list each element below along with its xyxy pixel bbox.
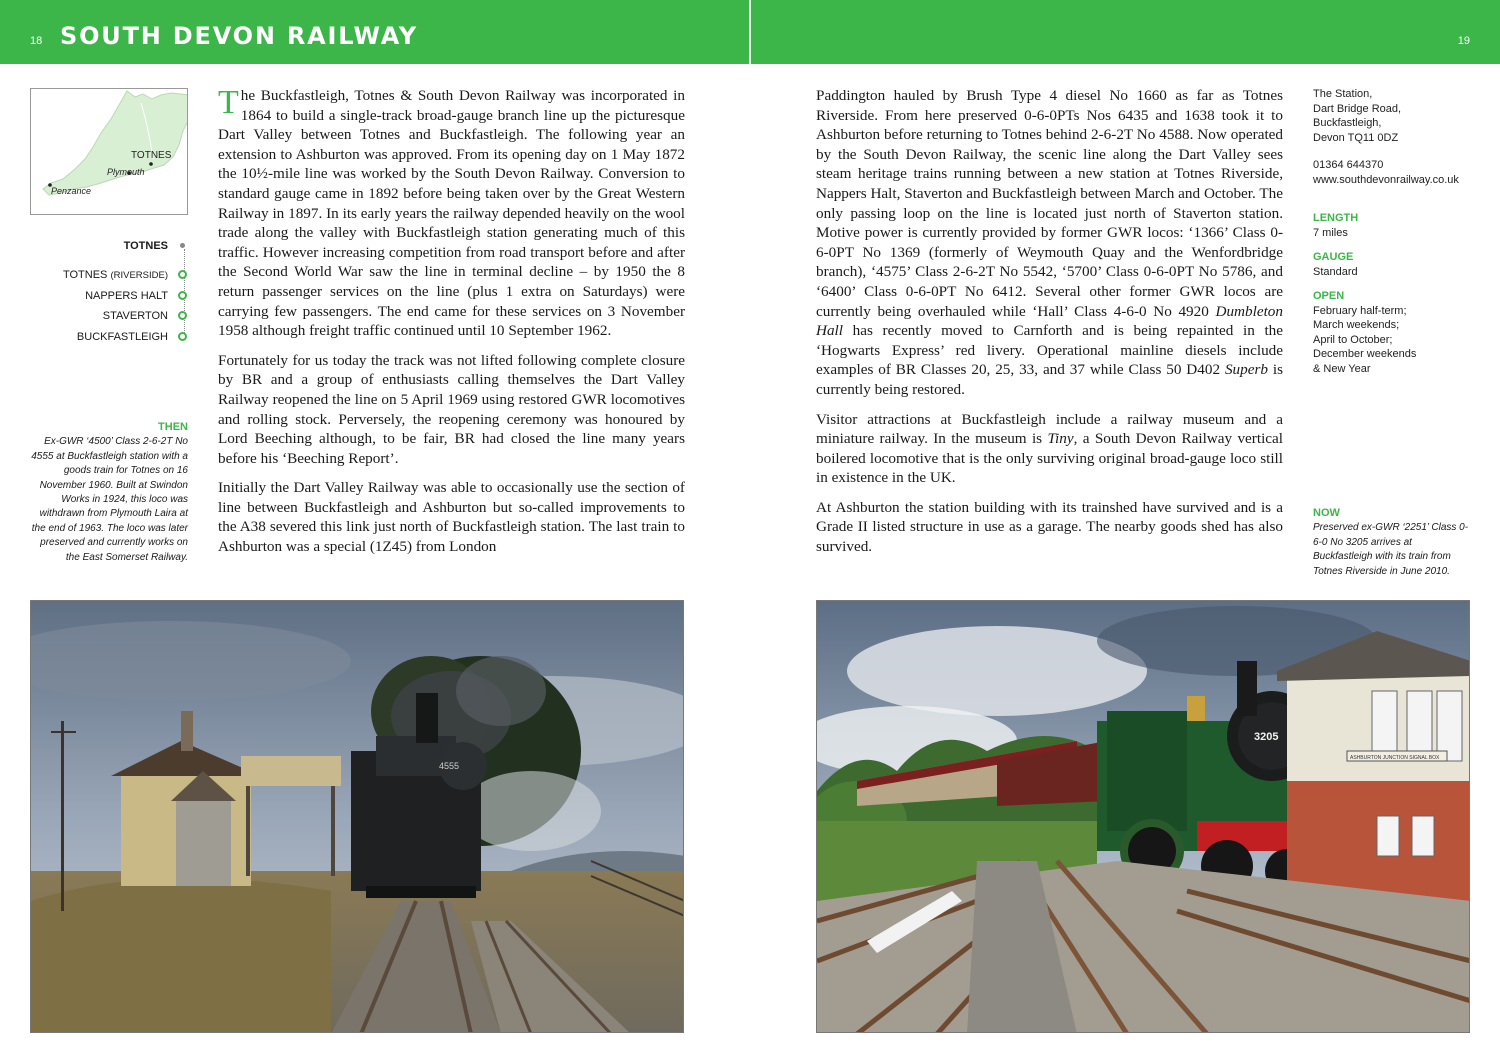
station-name: TOTNES <box>62 269 111 281</box>
body-column-left <box>218 86 685 567</box>
then-loco-number: 4555 <box>439 761 460 771</box>
header-bar <box>0 0 1500 64</box>
station-item <box>30 327 190 348</box>
open-value: December weekends <box>1313 348 1417 360</box>
address-line: The Station, <box>1313 88 1373 100</box>
paragraph-text: is currently being restored. <box>816 361 1283 398</box>
paragraph: Initially the Dart Valley Railway was able to occasionally use the section of line between Buckfastleigh and Ashburton but so-called improvements to the A38 severed this link just north of Buckfastleigh station. The last train to Ashburton was a special (1Z45) from London <box>218 479 685 556</box>
website-link[interactable]: www.southdevonrailway.co.uk <box>1313 173 1459 186</box>
station-item <box>30 306 190 327</box>
then-label: THEN <box>158 421 188 433</box>
station-name: BUCKFASTLEIGH <box>76 330 168 343</box>
gauge-value: Standard <box>1313 265 1358 278</box>
station-marker-icon <box>178 332 187 341</box>
drop-cap: T <box>218 84 239 121</box>
now-text: Preserved ex-GWR ‘2251’ Class 0-6-0 No 3205 arrives at Buckfastleigh with its train from Totnes Riverside in June 2010. <box>1313 522 1469 577</box>
open-label: OPEN <box>1313 290 1345 302</box>
then-text: Ex-GWR ‘4500’ Class 2-6-2T No 4555 at Buckfastleigh station with a goods train for Totnes on 16 November 1960. Built at Swindon Works in 1924, this loco was withdrawn from Plymouth Laira at the end of 1963. The loco was later preserved and currently works on the East Somerset Railway. <box>31 436 188 563</box>
station-marker-icon <box>178 291 187 300</box>
gutter-divider <box>749 0 751 64</box>
loco-name: Tiny <box>1047 430 1074 448</box>
station-list <box>30 236 190 347</box>
paragraph-text: Visitor attractions at Buckfastleigh include a railway museum and a miniature railway. In the museum is <box>816 410 1283 448</box>
length-label: LENGTH <box>1313 212 1359 224</box>
now-photo <box>816 600 1470 1033</box>
page-number-left: 18 <box>30 35 43 47</box>
station-marker-icon <box>180 243 185 248</box>
open-value: April to October; <box>1313 333 1393 346</box>
paragraph: Fortunately for us today the track was not lifted following complete closure by BR and a group of enthusiasts calling themselves the Dart Valley Railway reopened the line on 5 April 1969 using restored GWR locomotives and rolling stock. Perversely, the reopening ceremony was honoured by Lord Beeching although, to be fair, BR had closed the line many years before his ‘Beeching Report’. <box>218 351 685 467</box>
paragraph-text: Paddington hauled by Brush Type 4 diesel No 1660 as far as Totnes Riverside. From here preserved 0-6-0PTs Nos 6435 and 1638 took it to Ashburton before returning to Totnes behind 2-6-2T No 4588. Now operated by the South Devon Railway, the scenic line along the Dart Valley sees steam heritage trains running between a new station at Totnes Riverside, Nappers Halt, Staverton and Buckfastleigh between March and October. The only passing loop on the line is located just north of Staverton station. Motive power is currently provided by former GWR locos: ‘1366’ Class 0-6-0PT No 1369 (formerly of Weymouth Quay and the Wenfordbridge branch), ‘4575’ Class 2-6-2T No 5542, ‘5700’ Class 0-6-0PT No 5786, and ‘6400’ Class 0-6-0PT No 6412. Several other former GWR locos are currently being overhauled while ‘Hall’ Class 4-6-0 No 4920 <box>816 87 1283 320</box>
station-name: STAVERTON <box>102 310 168 322</box>
signal-box-sign: ASHBURTON JUNCTION SIGNAL BOX <box>1350 755 1440 761</box>
location-map <box>30 88 188 215</box>
open-value: & New Year <box>1313 362 1371 375</box>
open-value: March weekends; <box>1313 319 1400 331</box>
station-marker-icon <box>178 270 187 279</box>
map-label-totnes: TOTNES <box>131 150 172 161</box>
paragraph <box>816 410 1283 488</box>
station-name: TOTNES <box>123 240 168 252</box>
then-caption <box>30 420 188 565</box>
station-item <box>30 286 190 307</box>
station-name: NAPPERS HALT <box>85 289 168 302</box>
paragraph-text: , a South Devon Railway vertical boilered locomotive that is the only surviving original broad-gauge loco still in existence in the UK. <box>816 430 1283 487</box>
page-title: SOUTH DEVON RAILWAY <box>60 22 418 50</box>
body-column-right <box>816 86 1283 567</box>
phone-number: 01364 644370 <box>1313 159 1384 171</box>
station-marker-icon <box>178 311 187 320</box>
station-suffix: (RIVERSIDE) <box>110 270 168 281</box>
address-line: Dart Bridge Road, <box>1313 102 1402 115</box>
now-caption <box>1313 506 1473 579</box>
station-item <box>30 265 190 286</box>
then-photo <box>30 600 684 1033</box>
station-item <box>30 236 190 265</box>
loco-name: Superb <box>1224 361 1268 379</box>
map-label-plymouth: Plymouth <box>107 167 145 177</box>
map-label-penzance: Penzance <box>51 186 92 196</box>
address-line: Buckfastleigh, <box>1313 117 1382 129</box>
length-value: 7 miles <box>1313 226 1348 239</box>
now-label: NOW <box>1313 507 1340 519</box>
now-photo-illustration <box>817 601 1470 1033</box>
paragraph: At Ashburton the station building with its trainshed have survived and is a Grade II listed structure in use as a garage. The nearby goods shed has also survived. <box>816 498 1283 556</box>
gauge-label: GAUGE <box>1313 251 1354 263</box>
info-sidebar <box>1313 87 1483 376</box>
paragraph-text: he Buckfastleigh, Totnes & South Devon Railway was incorporated in 1864 to build a single-track broad-gauge branch line up the picturesque Dart Valley between Totnes and Buckfastleigh. The following year an extension to Ashburton was approved. From its opening day on 1 May 1872 the 10½-mile line was worked by the South Devon Railway. Conversion to standard gauge came in 1892 before being taken over by the Great Western Railway in 1897. In its early years the railway depended heavily on the wool trade along the valley with Buckfastleigh station generating much of this traffic. However increasing competition from road transport before and after the Second World War saw the line in terminal decline – by 1950 the 8 return passenger services on the line (plus 1 extra on Saturdays) were carrying few passengers. The end came for these services on 3 November 1958 although freight traffic continued until 10 September 1962. <box>218 87 685 340</box>
paragraph <box>816 86 1283 400</box>
address-line: Devon TQ11 0DZ <box>1313 131 1399 144</box>
then-photo-illustration <box>31 601 684 1033</box>
paragraph <box>218 86 685 341</box>
now-loco-number: 3205 <box>1254 731 1279 743</box>
loco-name: Dumbleton Hall <box>816 302 1283 340</box>
open-value: February half-term; <box>1313 304 1407 317</box>
paragraph-text: has recently moved to Carnforth and is being repainted in the ‘Hogwarts Express’ red livery. Operational mainline diesels include examples of BR Classes 20, 25, 33, and 37 while Class 50 D402 <box>816 322 1283 379</box>
page-number-right: 19 <box>1457 35 1470 47</box>
